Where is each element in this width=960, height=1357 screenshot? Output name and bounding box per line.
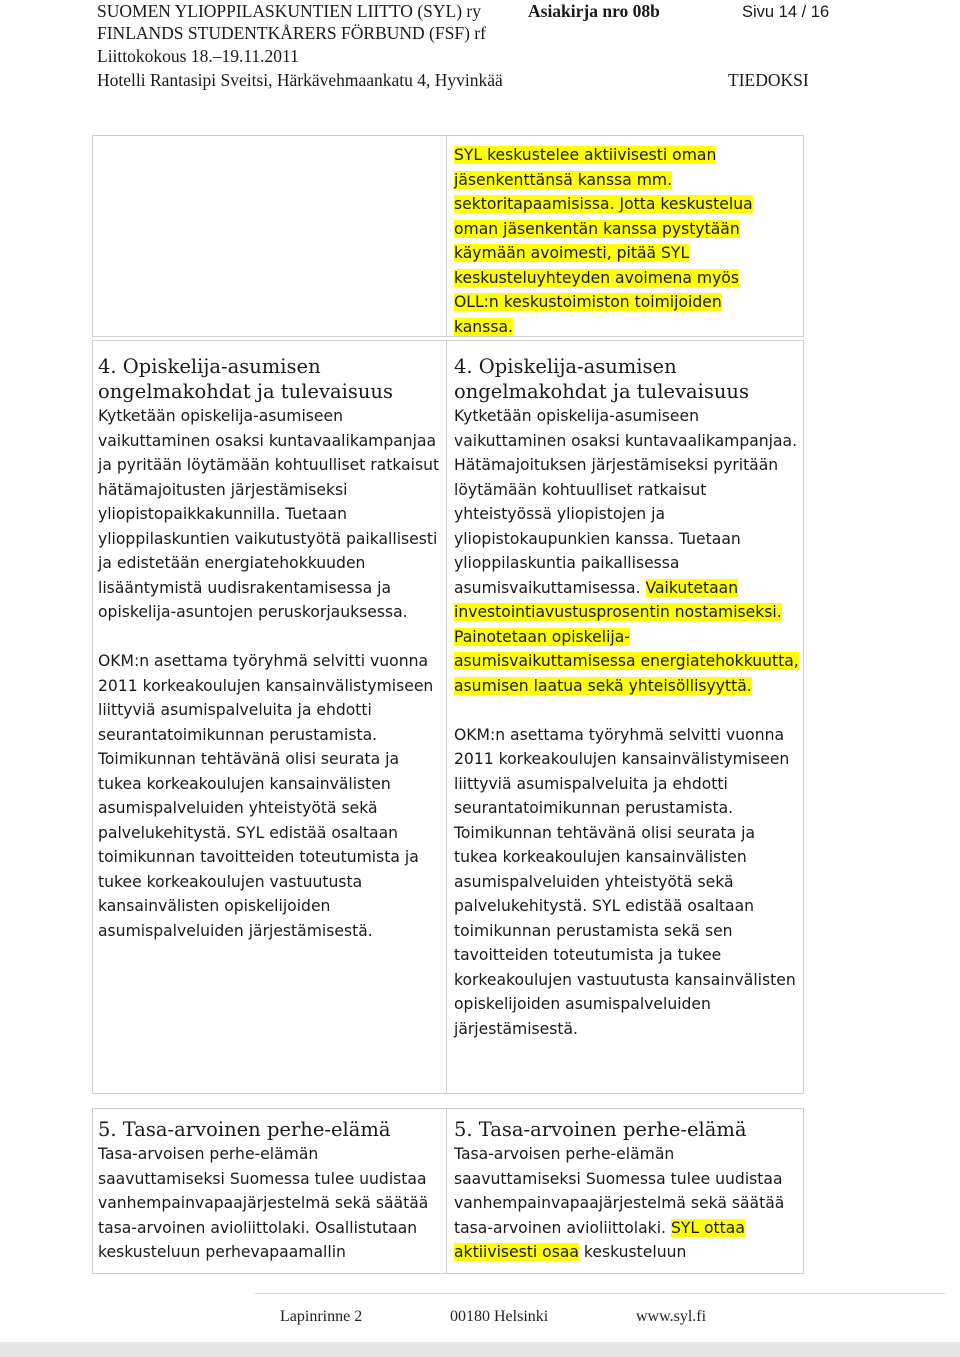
row2-left-cell <box>98 354 443 943</box>
row2-right-cell <box>454 354 799 1041</box>
footer-web: www.syl.fi <box>636 1308 707 1325</box>
meeting-venue: Hotelli Rantasipi Sveitsi, Härkävehmaankatu 4, Hyvinkää <box>97 70 503 90</box>
section-heading: 4. Opiskelija-asumisen ongelmakohdat ja tulevaisuus <box>98 355 393 403</box>
org-name-swedish: FINLANDS STUDENTKÅRERS FÖRBUND (FSF) rf <box>97 23 486 43</box>
row3-left-cell <box>98 1117 443 1265</box>
row3-right-cell <box>454 1117 799 1265</box>
column-divider <box>446 1108 447 1274</box>
paragraph: Kytketään opiskelija-asumiseen vaikuttaminen osaksi kuntavaalikampanjaa. Hätämajoituksen järjestämiseksi pyritään löytämään kohtuulliset ratkaisut yhteistyössä yliopistojen ja yliopistokaupunkien kanssa. Tuetaan ylioppilaskuntia paikallisessa asumisvaikuttamisessa. Vaikutetaan investointiavustusprosentin nostamiseksi. Painotetaan opiskelija-asumisvaikuttamisessa energiatehokkuutta, asumisen laatua sekä yhteisöllisyyttä. <box>454 407 799 695</box>
page-number: Sivu 14 / 16 <box>742 3 830 21</box>
highlighted-text: SYL keskustelee aktiivisesti oman jäsenkenttänsä kanssa mm. sektoritapaamisissa. Jotta keskustelua oman jäsenkentän kanssa pystytään käymään avoimesti, pitää SYL keskusteluyhteyden avoimena myös OLL:n keskustoimiston toimijoiden kanssa. <box>454 146 753 336</box>
row1-right-cell <box>454 143 754 339</box>
section-heading: 5. Tasa-arvoinen perhe-elämä <box>454 1118 747 1141</box>
section-heading: 5. Tasa-arvoinen perhe-elämä <box>98 1118 391 1141</box>
meeting-date: Liittokokous 18.–19.11.2011 <box>97 46 299 66</box>
highlighted-text: Vaikutetaan investointiavustusprosentin nostamiseksi. Painotetaan opiskelija-asumisvaikuttamisessa energiatehokkuutta, asumisen laatua sekä yhteisöllisyyttä. <box>454 578 799 695</box>
paragraph: Tasa-arvoisen perhe-elämän saavuttamiseksi Suomessa tulee uudistaa vanhempainvapaajärjestelmä sekä säätää tasa-arvoinen avioliittolaki. Osallistutaan keskusteluun perhevapaamallin <box>98 1145 429 1261</box>
paragraph: OKM:n asettama työryhmä selvitti vuonna 2011 korkeakoulujen kansainvälistymiseen liittyviä asumispalveluita ja ehdotti seurantatoimikunnan perustamista. Toimikunnan tehtävänä olisi seurata ja tukea korkeakoulujen kansainvälisten asumispalveluiden yhteistyötä sekä palvelukehitystä. SYL edistää osaltaan toimikunnan tavoitteiden toteutumista ja tukee korkeakoulujen vastuutusta kansainvälisten opiskelijoiden asumispalveluiden järjestämisestä. <box>98 652 434 940</box>
footer-rule <box>255 1293 945 1294</box>
paragraph: Kytketään opiskelija-asumiseen vaikuttaminen osaksi kuntavaalikampanjaa ja pyritään löytämään kohtuulliset ratkaisut hätämajoitusten järjestämiseksi yliopistopaikkakunnilla. Tuetaan ylioppilaskuntien vaikutustyötä paikallisesti ja edistetään energiatehokkuuden lisääntymistä uudisrakentamisessa ja opiskelija-asuntojen peruskorjauksessa. <box>98 407 440 621</box>
document-type: TIEDOKSI <box>728 70 809 90</box>
footer-postal: 00180 Helsinki <box>450 1308 549 1325</box>
org-name: SUOMEN YLIOPPILASKUNTIEN LIITTO (SYL) ry <box>97 1 481 21</box>
bottom-bar <box>0 1342 960 1357</box>
paragraph: Tasa-arvoisen perhe-elämän saavuttamiseksi Suomessa tulee uudistaa vanhempainvapaajärjestelmä sekä säätää tasa-arvoinen avioliittolaki. SYL ottaa aktiivisesti osaa keskusteluun <box>454 1145 785 1261</box>
column-divider <box>446 135 447 337</box>
highlighted-text: SYL ottaa aktiivisesti osaa <box>454 1218 745 1261</box>
paragraph: OKM:n asettama työryhmä selvitti vuonna 2011 korkeakoulujen kansainvälistymiseen liittyviä asumispalveluita ja ehdotti seurantatoimikunnan perustamista. Toimikunnan tehtävänä olisi seurata ja tukea korkeakoulujen kansainvälisten asumispalveluiden yhteistyötä sekä palvelukehitystä. SYL edistää osaltaan toimikunnan perustamista sekä sen tavoitteiden toteutumista ja tukee korkeakoulujen vastuutusta kansainvälisten opiskelijoiden asumispalveluiden järjestämisestä. <box>454 725 796 1038</box>
document-number: Asiakirja nro 08b <box>528 1 660 21</box>
column-divider <box>446 340 447 1094</box>
section-heading: 4. Opiskelija-asumisen ongelmakohdat ja tulevaisuus <box>454 355 749 403</box>
footer-address: Lapinrinne 2 <box>280 1308 363 1325</box>
